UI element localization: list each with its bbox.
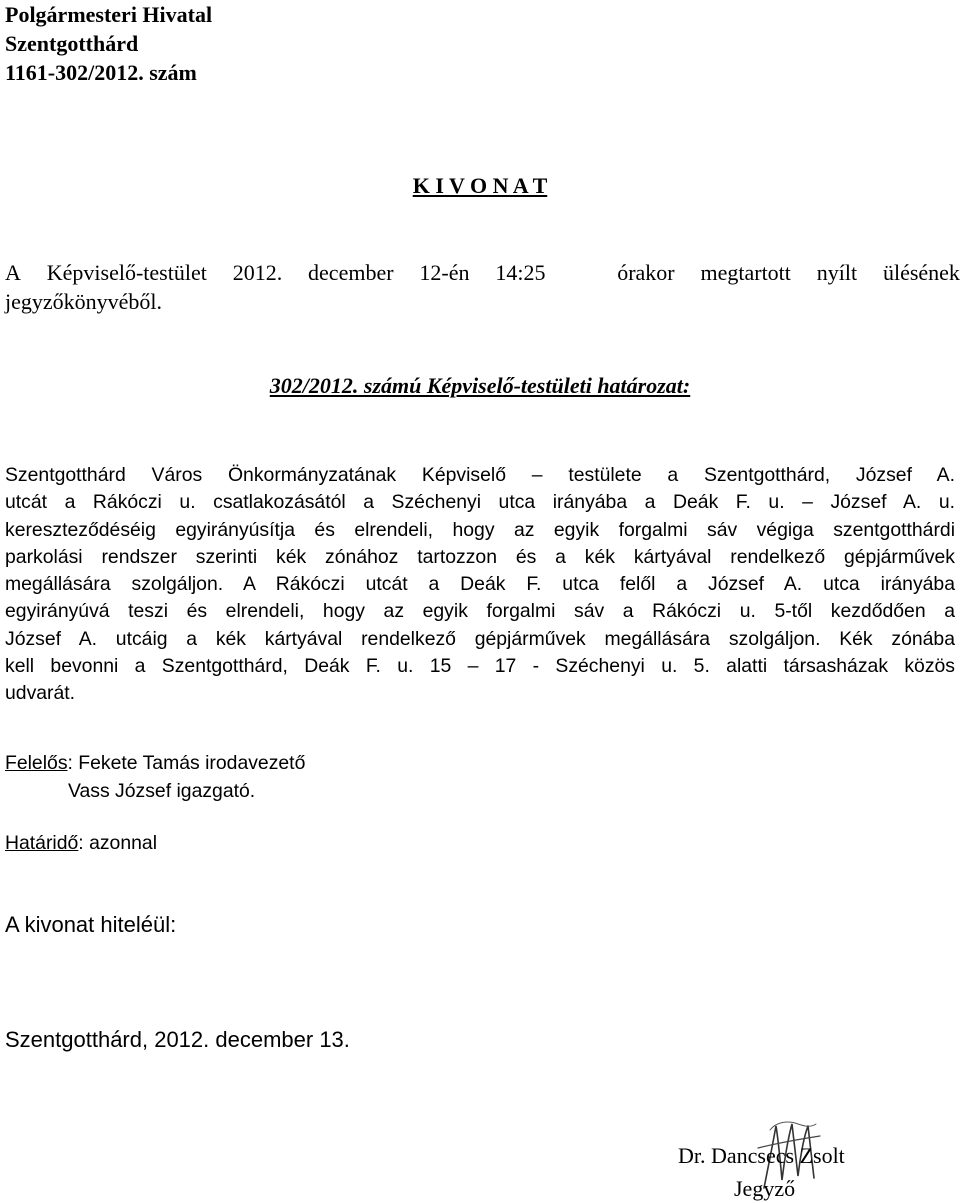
intro-word: 14:25 <box>495 260 546 285</box>
resolution-body <box>5 462 955 708</box>
responsible-label: Felelős <box>5 752 68 774</box>
body-line: udvarát. <box>5 682 76 705</box>
document-number: 1161-302/2012. szám <box>5 60 197 85</box>
intro-word: A <box>5 260 21 285</box>
intro-line-1 <box>5 260 960 289</box>
body-line: megállására szolgáljon. A Rákóczi utcát a Deák F. utca felől a József A. utca irányába <box>5 573 955 596</box>
office-city: Szentgotthárd <box>5 31 139 56</box>
body-line: Szentgotthárd Város Önkormányzatának Képviselő – testülete a Szentgotthárd, József A. <box>5 464 955 486</box>
body-line: kereszteződéséig egyirányúsítja és elrendeli, hogy az egyik forgalmi sáv végiga szentgotthárdi <box>5 518 955 541</box>
body-line: utcát a Rákóczi u. csatlakozásától a Széchenyi utca irányába a Deák F. u. – József A. u. <box>5 491 955 514</box>
signatory-name: Dr. Dancsecs Zsolt <box>678 1143 845 1168</box>
intro-word: 12-én <box>419 260 470 285</box>
intro-word: órakor <box>617 260 675 285</box>
responsible-line <box>5 750 305 777</box>
intro-paragraph <box>5 260 960 318</box>
intro-word: 2012. <box>232 260 283 285</box>
body-line: József A. utcáig a kék kártyával rendelkező gépjárművek megállására szolgáljon. Kék zónába <box>5 627 955 650</box>
responsible-person-2: Vass József igazgató. <box>68 780 256 802</box>
body-line: parkolási rendszer szerinti kék zónához tartozzon és a kék kártyával rendelkező gépjárművek <box>5 545 955 568</box>
document-title: K I V O N A T <box>412 173 548 198</box>
intro-word: december <box>308 260 394 285</box>
office-header <box>5 0 212 87</box>
resolution-title: 302/2012. számú Képviselő-testületi határozat: <box>269 373 691 398</box>
office-name: Polgármesteri Hivatal <box>5 2 213 27</box>
place-date: Szentgotthárd, 2012. december 13. <box>5 1027 350 1052</box>
deadline-line <box>5 830 157 857</box>
body-line: kell bevonni a Szentgotthárd, Deák F. u. 15 – 17 - Széchenyi u. 5. alatti társasházak közös <box>5 655 955 678</box>
responsible-person-1: : Fekete Tamás irodavezető <box>67 752 306 774</box>
body-line: egyirányúvá teszi és elrendeli, hogy az egyik forgalmi sáv a Rákóczi u. 5-től kezdődően a <box>5 600 955 623</box>
intro-word: megtartott <box>700 260 791 285</box>
certification-label: A kivonat hiteléül: <box>5 912 177 937</box>
deadline-label: Határidő <box>5 832 79 854</box>
intro-word: ülésének <box>882 260 960 285</box>
deadline-value: : azonnal <box>78 832 157 854</box>
signatory-title: Jegyző <box>734 1176 796 1201</box>
intro-line-2: jegyzőkönyvéből. <box>5 289 163 314</box>
intro-word: nyílt <box>816 260 858 285</box>
intro-word: Képviselő-testület <box>46 260 207 285</box>
